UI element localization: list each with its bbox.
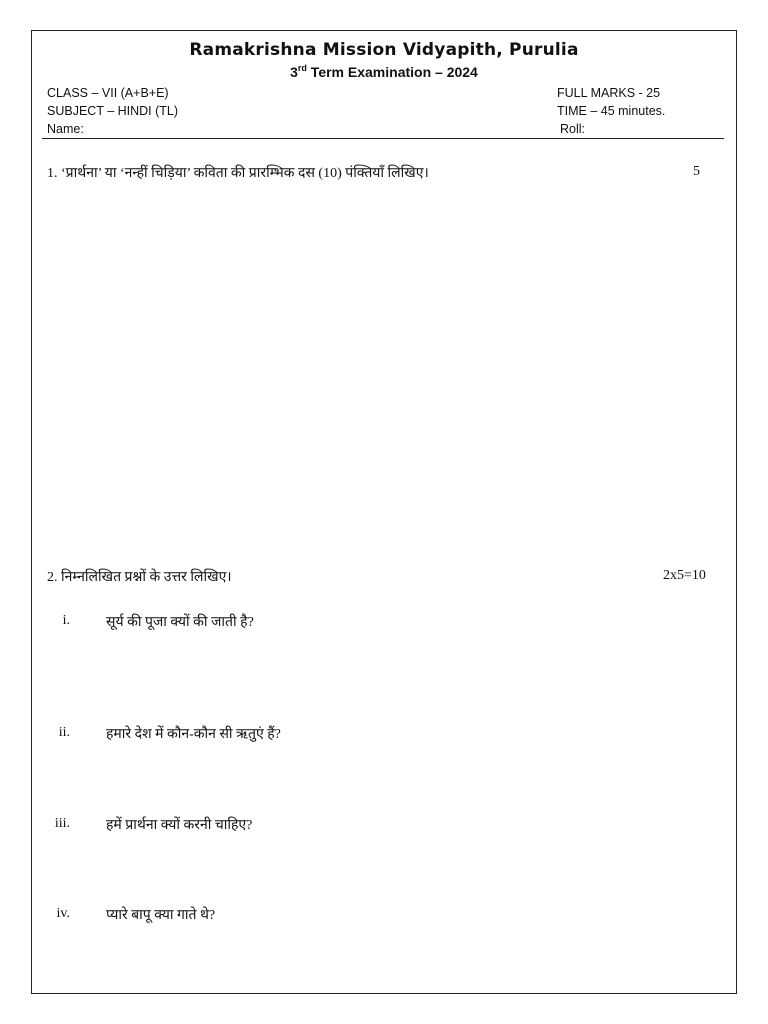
question-1: 1. ‘प्रार्थना’ या ‘नन्हीं चिड़िया’ कविता की प्रारम्भिक दस (10) पंक्तियाँ लिखिए। xyxy=(47,166,429,181)
subquestion-text: सूर्य की पूजा क्यों की जाती है? xyxy=(106,615,254,630)
question-2: 2. निम्नलिखित प्रश्नों के उत्तर लिखिए। xyxy=(47,570,232,585)
exam-ordinal: 3 xyxy=(290,64,298,80)
header-right xyxy=(557,84,665,138)
subquestion-number: ii. xyxy=(58,725,70,740)
class-label: CLASS – VII (A+B+E) xyxy=(47,86,169,100)
roll-label: Roll: xyxy=(560,122,586,136)
header-left xyxy=(47,84,178,138)
header-divider xyxy=(42,138,724,139)
time-label: TIME – 45 minutes. xyxy=(557,104,666,118)
subquestion-text: हमारे देश में कौन-कौन सी ऋतुएं हैं? xyxy=(106,727,281,742)
school-name: Ramakrishna Mission Vidyapith, Purulia xyxy=(189,40,579,60)
subquestion-number: iv. xyxy=(56,906,70,921)
exam-ordinal-suffix: rd xyxy=(297,63,307,73)
subquestion-number: i. xyxy=(62,613,70,628)
question-1-marks: 5 xyxy=(693,164,700,179)
full-marks-label: FULL MARKS - 25 xyxy=(557,86,661,100)
name-label: Name: xyxy=(47,122,84,136)
exam-title xyxy=(0,63,768,80)
subject-label: SUBJECT – HINDI (TL) xyxy=(47,104,179,118)
question-2-marks: 2x5=10 xyxy=(663,568,706,583)
subquestion-text: हमें प्रार्थना क्यों करनी चाहिए? xyxy=(106,818,253,833)
exam-title-rest: Term Examination – 2024 xyxy=(306,64,478,80)
subquestion-text: प्यारे बापू क्या गाते थे? xyxy=(106,908,216,923)
subquestion-number: iii. xyxy=(54,816,70,831)
